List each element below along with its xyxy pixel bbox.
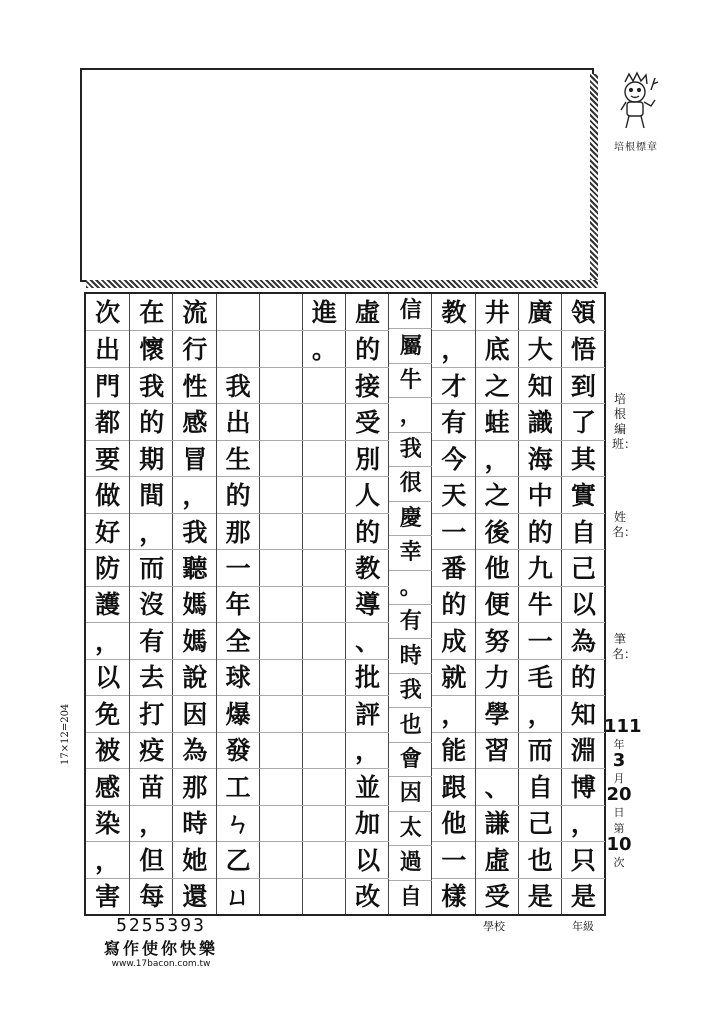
bacon-stamp (606, 70, 666, 160)
grid-cell (303, 586, 346, 623)
grid-cell: 樣 (432, 878, 475, 915)
grid-cell: 她 (173, 841, 216, 878)
grid-cell: ， (130, 513, 173, 550)
grid-cell: 過 (389, 845, 432, 880)
grid-cell: 以 (346, 841, 389, 878)
grid-cell: 毛 (519, 659, 562, 696)
grid-cell: 的 (519, 513, 562, 550)
grid-cell (303, 732, 346, 769)
grid-cell: 、 (346, 622, 389, 659)
grid-cell: 便 (476, 586, 519, 623)
grid-cell: 己 (519, 805, 562, 842)
grid-cell: 教 (441, 297, 467, 327)
grid-cell: 媽 (173, 622, 216, 659)
grid-cell: 時 (173, 805, 216, 842)
grid-cell: 謙 (476, 805, 519, 842)
grid-cell: 慶 (389, 501, 432, 536)
grid-cell: 也 (519, 841, 562, 878)
grid-cell: 成 (432, 622, 475, 659)
grid-cell: ， (519, 695, 562, 732)
grid-cell: 知 (562, 695, 605, 732)
grid-cell: 媽 (173, 586, 216, 623)
grid-cell: 自 (389, 880, 432, 915)
grid-cell: 屬 (389, 328, 432, 363)
footer-url: www.17bacon.com.tw (111, 959, 211, 969)
grid-size-note: 17×12=204 (60, 703, 71, 765)
count-unit: 次 (613, 856, 625, 869)
grid-cell: 導 (346, 586, 389, 623)
teacher-comment-box (80, 68, 594, 282)
date-block (604, 716, 642, 870)
grid-cell: ， (173, 476, 216, 513)
grid-cell: 還 (173, 878, 216, 915)
grid-cell: 學 (476, 695, 519, 732)
footer (86, 915, 236, 969)
grid-cell: 底 (476, 330, 519, 367)
grid-cell: 習 (476, 732, 519, 769)
grid-cell: 球 (217, 659, 260, 696)
grid-cell: 期 (130, 440, 173, 477)
grid-cell: 評 (346, 695, 389, 732)
grid-cell: 識 (519, 403, 562, 440)
grid-cell: 感 (173, 403, 216, 440)
year-unit: 年 (613, 738, 625, 751)
grid-cell (303, 805, 346, 842)
grid-column (302, 294, 346, 914)
grid-cell: 人 (346, 476, 389, 513)
grid-cell: 打 (130, 695, 173, 732)
grid-cell (303, 367, 346, 404)
grid-cell: ， (130, 805, 173, 842)
grid-cell (260, 878, 303, 915)
grid-cell: 。 (389, 570, 432, 605)
grid-cell: 、 (476, 768, 519, 805)
grid-cell: 懷 (130, 330, 173, 367)
grid-cell (260, 805, 303, 842)
grid-cell: 以 (86, 659, 129, 696)
grid-cell: 其 (562, 440, 605, 477)
grid-cell: ， (562, 805, 605, 842)
grid-cell: 出 (86, 330, 129, 367)
grid-cell: 井 (484, 297, 510, 327)
count-value: 10 (606, 834, 632, 855)
grid-cell (303, 768, 346, 805)
grid-cell (260, 695, 303, 732)
grid-cell: 虛 (476, 841, 519, 878)
grid-cell: 虛 (355, 297, 381, 327)
grid-cell: 淵 (562, 732, 605, 769)
grid-cell: 有 (130, 622, 173, 659)
stamp-label: 培根標章 (614, 142, 658, 153)
grid-column (475, 294, 519, 914)
grid-cell: 要 (86, 440, 129, 477)
grid-column (259, 294, 303, 914)
grid-cell: ㄣ (217, 805, 260, 842)
grid-cell: 幸 (389, 535, 432, 570)
grid-cell: 也 (389, 707, 432, 742)
grid-cell: 都 (86, 403, 129, 440)
grid-cell: 批 (346, 659, 389, 696)
grid-cell: 我 (389, 673, 432, 708)
grid-cell: 是 (519, 878, 562, 915)
grade-label: 年級 (572, 920, 594, 933)
grid-cell: 牛 (519, 586, 562, 623)
grid-column (345, 294, 389, 914)
grid-cell (217, 330, 260, 367)
grid-cell: 一 (217, 549, 260, 586)
grid-cell: 了 (562, 403, 605, 440)
grid-cell: 工 (217, 768, 260, 805)
grid-cell: ， (432, 695, 475, 732)
grid-cell: 生 (217, 440, 260, 477)
grid-cell: 護 (86, 586, 129, 623)
grid-cell: 之 (476, 476, 519, 513)
grid-column (216, 294, 260, 914)
grid-cell: 我 (217, 367, 260, 404)
grid-cell: 時 (389, 638, 432, 673)
grid-cell: 一 (519, 622, 562, 659)
grid-column (388, 294, 432, 914)
grid-cell (260, 586, 303, 623)
comment-box-shadow-right (590, 74, 598, 286)
grid-cell: 說 (173, 659, 216, 696)
grid-cell: 門 (86, 367, 129, 404)
grid-cell: 番 (432, 549, 475, 586)
grid-cell: 因 (389, 776, 432, 811)
grid-cell (260, 403, 303, 440)
grid-cell: 己 (562, 549, 605, 586)
grid-cell: ， (476, 440, 519, 477)
grid-cell (260, 732, 303, 769)
grid-cell: 感 (86, 768, 129, 805)
grid-cell: 我 (173, 513, 216, 550)
grid-cell: 出 (217, 403, 260, 440)
grid-cell: 到 (562, 367, 605, 404)
grid-cell: 只 (562, 841, 605, 878)
grid-cell: 接 (346, 367, 389, 404)
grid-cell: 領 (570, 297, 596, 327)
grid-cell (260, 768, 303, 805)
grid-cell (260, 294, 303, 330)
grid-cell: 性 (173, 367, 216, 404)
grid-cell: 牛 (389, 363, 432, 398)
grid-cell: 是 (562, 878, 605, 915)
grid-cell: 改 (346, 878, 389, 915)
grid-cell: ㄩ (217, 878, 260, 915)
class-label: 培根編班： (612, 392, 637, 451)
grid-cell: 受 (346, 403, 389, 440)
grid-cell (303, 403, 346, 440)
ordinal-prefix: 第 (613, 822, 625, 835)
grid-cell: 年 (217, 586, 260, 623)
essay-grid (84, 292, 606, 916)
grid-cell (303, 659, 346, 696)
school-label: 學校 (483, 920, 505, 933)
grid-cell: 我 (389, 432, 432, 467)
grid-cell: 博 (562, 768, 605, 805)
grid-cell: 能 (432, 732, 475, 769)
grid-cell: 悟 (562, 330, 605, 367)
grid-cell: 很 (389, 466, 432, 501)
grid-cell: 後 (476, 513, 519, 550)
grid-cell: 的 (432, 586, 475, 623)
grid-cell: 海 (519, 440, 562, 477)
grid-cell: 被 (86, 732, 129, 769)
grid-cell: 乙 (217, 841, 260, 878)
grid-cell: 跟 (432, 768, 475, 805)
grid-cell: 廣 (527, 297, 553, 327)
grid-cell: 做 (86, 476, 129, 513)
grid-cell: 那 (173, 768, 216, 805)
grid-cell: ， (86, 841, 129, 878)
grid-cell: 防 (86, 549, 129, 586)
grid-cell: 我 (130, 367, 173, 404)
grid-cell: 教 (346, 549, 389, 586)
grid-cell: 一 (432, 513, 475, 550)
grid-cell (303, 878, 346, 915)
grid-cell: 聽 (173, 549, 216, 586)
grid-cell (303, 622, 346, 659)
grid-cell: 受 (476, 878, 519, 915)
grid-cell: 行 (173, 330, 216, 367)
grid-cell: 就 (432, 659, 475, 696)
grid-cell: 的 (346, 330, 389, 367)
grid-cell: 自 (519, 768, 562, 805)
grid-cell: 力 (476, 659, 519, 696)
grid-cell: 今 (432, 440, 475, 477)
grid-cell: 免 (86, 695, 129, 732)
grid-cell: 而 (130, 549, 173, 586)
grid-column (86, 294, 129, 914)
grid-cell: 發 (217, 732, 260, 769)
grid-cell (303, 695, 346, 732)
grid-cell: 為 (173, 732, 216, 769)
grid-cell: 他 (432, 805, 475, 842)
grid-cell (260, 440, 303, 477)
year-value: 111 (604, 716, 642, 737)
grid-cell: 信 (399, 298, 422, 324)
grid-cell (303, 841, 346, 878)
grid-cell (260, 841, 303, 878)
grid-cell: 會 (389, 742, 432, 777)
grid-cell: 因 (173, 695, 216, 732)
grid-cell: 太 (389, 811, 432, 846)
grid-cell: 每 (130, 878, 173, 915)
pen-name-label: 筆名： (612, 632, 637, 661)
grid-cell: 沒 (130, 586, 173, 623)
grid-cell (260, 330, 303, 367)
grid-cell (303, 476, 346, 513)
grid-cell: ， (86, 622, 129, 659)
grid-cell: 才 (432, 367, 475, 404)
grid-cell: 之 (476, 367, 519, 404)
grid-cell: 疫 (130, 732, 173, 769)
grid-cell: 流 (182, 297, 208, 327)
grid-cell: 自 (562, 513, 605, 550)
grid-cell: 間 (130, 476, 173, 513)
name-label: 姓名： (612, 510, 637, 539)
grid-cell (260, 367, 303, 404)
grid-cell (303, 440, 346, 477)
grid-column (561, 294, 605, 914)
grid-cell: 有 (389, 604, 432, 639)
grid-cell: 實 (562, 476, 605, 513)
grid-cell: 一 (432, 841, 475, 878)
grid-cell: 的 (562, 659, 605, 696)
grid-cell: ， (389, 397, 432, 432)
grid-cell: 次 (95, 297, 121, 327)
grid-cell (303, 513, 346, 550)
grid-cell: 天 (432, 476, 475, 513)
grid-cell: 的 (130, 403, 173, 440)
grid-cell: ， (432, 330, 475, 367)
grid-cell (260, 513, 303, 550)
grid-cell: 他 (476, 549, 519, 586)
grid-column (431, 294, 475, 914)
grid-cell: 爆 (217, 695, 260, 732)
grid-cell (260, 659, 303, 696)
grid-column (129, 294, 173, 914)
grid-cell: ， (346, 732, 389, 769)
grid-cell: 那 (217, 513, 260, 550)
grid-cell: 去 (130, 659, 173, 696)
grid-cell (260, 622, 303, 659)
grid-cell: 全 (217, 622, 260, 659)
grid-column (172, 294, 216, 914)
footer-code: 5255393 (116, 915, 206, 936)
grid-column (518, 294, 562, 914)
grid-cell: 中 (519, 476, 562, 513)
grid-cell (303, 549, 346, 586)
grid-cell: 冒 (173, 440, 216, 477)
grid-cell (217, 294, 260, 330)
grid-cell: 染 (86, 805, 129, 842)
grid-cell: 別 (346, 440, 389, 477)
grid-cell: 大 (519, 330, 562, 367)
month-unit: 月 (613, 772, 625, 785)
grid-cell: 在 (139, 297, 165, 327)
grid-cell: 的 (346, 513, 389, 550)
month-value: 3 (612, 750, 626, 771)
grid-cell (260, 476, 303, 513)
grid-cell: 進 (311, 297, 337, 327)
grid-cell: 。 (303, 330, 346, 367)
grid-cell: 苗 (130, 768, 173, 805)
bacon-mascot-icon (611, 70, 661, 132)
grid-cell: 並 (346, 768, 389, 805)
grid-cell: 蛙 (476, 403, 519, 440)
grid-cell: 以 (562, 586, 605, 623)
footer-slogan: 寫作使你快樂 (103, 939, 218, 958)
grid-cell: 九 (519, 549, 562, 586)
grid-cell (260, 549, 303, 586)
grid-cell: 的 (217, 476, 260, 513)
grid-cell: 為 (562, 622, 605, 659)
grid-cell: 而 (519, 732, 562, 769)
grid-cell: 知 (519, 367, 562, 404)
grid-cell: 害 (86, 878, 129, 915)
grid-cell: 努 (476, 622, 519, 659)
grid-cell: 有 (432, 403, 475, 440)
grid-cell: 加 (346, 805, 389, 842)
comment-box-shadow-bottom (86, 280, 598, 288)
grid-cell: 好 (86, 513, 129, 550)
grid-cell: 但 (130, 841, 173, 878)
day-unit: 日 (613, 806, 625, 819)
day-value: 20 (606, 784, 632, 805)
